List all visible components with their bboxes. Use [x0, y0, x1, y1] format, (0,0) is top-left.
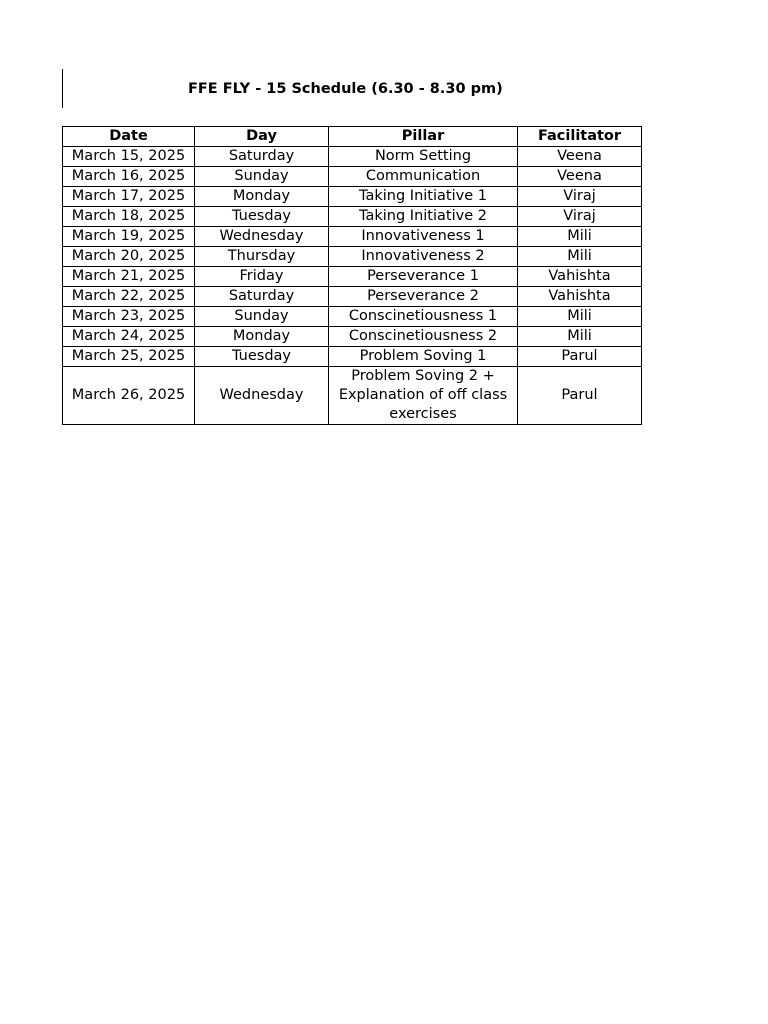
table-header-row — [63, 127, 642, 147]
cell-pillar: Taking Initiative 1 — [329, 187, 518, 207]
cell-date: March 25, 2025 — [63, 347, 195, 367]
cell-pillar: Norm Setting — [329, 147, 518, 167]
cell-day: Wednesday — [195, 367, 329, 425]
cell-pillar: Problem Soving 1 — [329, 347, 518, 367]
cell-day: Sunday — [195, 167, 329, 187]
cell-date: March 15, 2025 — [63, 147, 195, 167]
header-date: Date — [63, 127, 195, 147]
cell-date: March 18, 2025 — [63, 207, 195, 227]
cell-facilitator: Veena — [518, 147, 642, 167]
header-facilitator: Facilitator — [518, 127, 642, 147]
cell-day: Tuesday — [195, 207, 329, 227]
cell-facilitator: Vahishta — [518, 287, 642, 307]
schedule-table — [62, 126, 642, 425]
table-row — [63, 367, 642, 425]
cell-facilitator: Mili — [518, 247, 642, 267]
table-row — [63, 227, 642, 247]
cell-day: Wednesday — [195, 227, 329, 247]
header-day: Day — [195, 127, 329, 147]
table-row — [63, 327, 642, 347]
cell-day: Thursday — [195, 247, 329, 267]
margin-line — [62, 69, 63, 108]
cell-facilitator: Parul — [518, 367, 642, 425]
cell-date: March 20, 2025 — [63, 247, 195, 267]
table-row — [63, 187, 642, 207]
table-row — [63, 247, 642, 267]
cell-pillar: Taking Initiative 2 — [329, 207, 518, 227]
cell-pillar: Problem Soving 2 + Explanation of off class exercises — [329, 367, 518, 425]
cell-facilitator: Viraj — [518, 207, 642, 227]
header-pillar: Pillar — [329, 127, 518, 147]
table-row — [63, 207, 642, 227]
cell-date: March 17, 2025 — [63, 187, 195, 207]
cell-day: Sunday — [195, 307, 329, 327]
cell-day: Monday — [195, 327, 329, 347]
cell-pillar: Perseverance 1 — [329, 267, 518, 287]
cell-day: Saturday — [195, 147, 329, 167]
cell-facilitator: Vahishta — [518, 267, 642, 287]
cell-pillar: Innovativeness 1 — [329, 227, 518, 247]
cell-pillar: Conscinetiousness 1 — [329, 307, 518, 327]
cell-pillar: Communication — [329, 167, 518, 187]
cell-pillar: Innovativeness 2 — [329, 247, 518, 267]
document-title: FFE FLY - 15 Schedule (6.30 - 8.30 pm) — [188, 81, 503, 97]
cell-facilitator: Viraj — [518, 187, 642, 207]
cell-date: March 16, 2025 — [63, 167, 195, 187]
cell-facilitator: Mili — [518, 327, 642, 347]
table-row — [63, 347, 642, 367]
table-row — [63, 307, 642, 327]
cell-day: Saturday — [195, 287, 329, 307]
cell-facilitator: Parul — [518, 347, 642, 367]
cell-facilitator: Veena — [518, 167, 642, 187]
cell-facilitator: Mili — [518, 307, 642, 327]
table-row — [63, 147, 642, 167]
cell-day: Friday — [195, 267, 329, 287]
cell-facilitator: Mili — [518, 227, 642, 247]
table-row — [63, 287, 642, 307]
table-row — [63, 167, 642, 187]
cell-date: March 21, 2025 — [63, 267, 195, 287]
table-row — [63, 267, 642, 287]
cell-pillar: Perseverance 2 — [329, 287, 518, 307]
cell-date: March 24, 2025 — [63, 327, 195, 347]
cell-date: March 19, 2025 — [63, 227, 195, 247]
cell-pillar: Conscinetiousness 2 — [329, 327, 518, 347]
cell-day: Monday — [195, 187, 329, 207]
cell-date: March 22, 2025 — [63, 287, 195, 307]
cell-date: March 23, 2025 — [63, 307, 195, 327]
cell-date: March 26, 2025 — [63, 367, 195, 425]
cell-day: Tuesday — [195, 347, 329, 367]
